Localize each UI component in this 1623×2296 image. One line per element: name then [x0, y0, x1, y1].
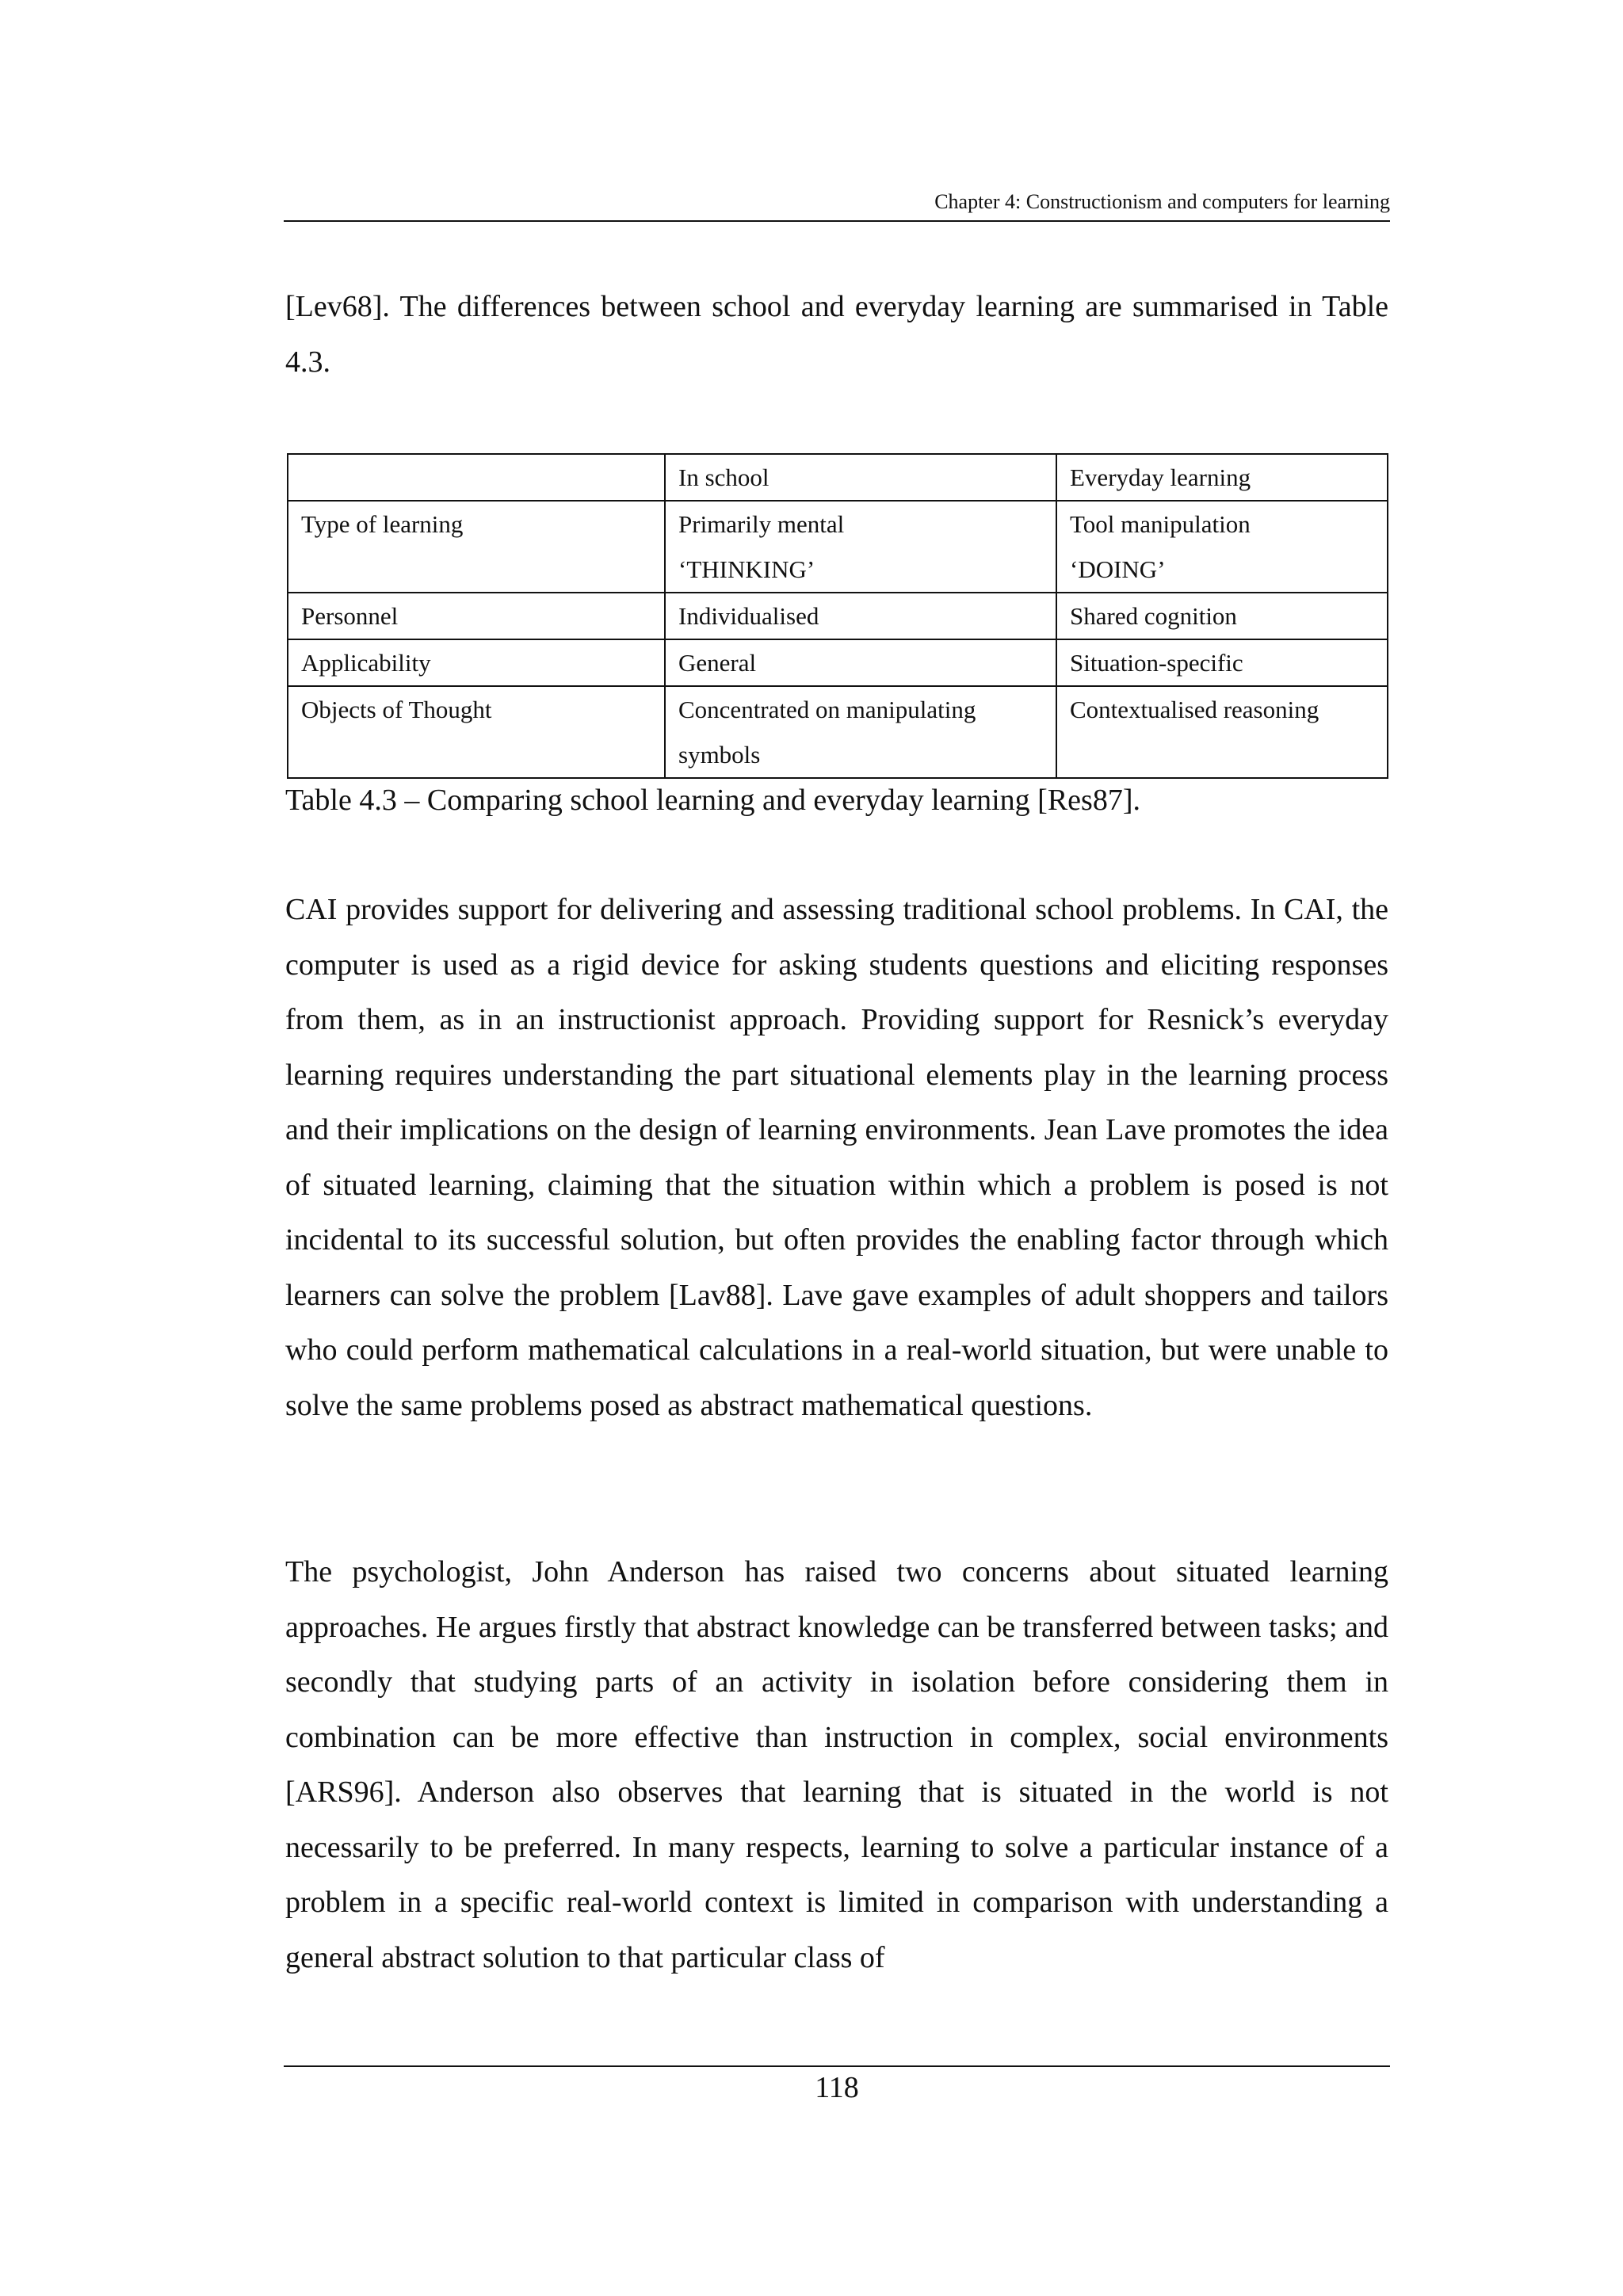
- running-header: Chapter 4: Constructionism and computers for learning: [934, 190, 1390, 213]
- paragraph-anderson: The psychologist, John Anderson has raised two concerns about situated learning approaches. He argues firstly that abstract knowledge can be transferred between tasks; and secondly that studying parts of an activity in isolation before considering them in combination can be more effective than instruction in complex, social environments [ARS96]. Anderson also observes that learning that is situated in the world is not necessarily to be preferred. In many respects, learning to solve a particular instance of a problem in a specific real-world context is limited in comparison with understanding a general abstract solution to that particular class of: [285, 1555, 1388, 1974]
- row-label: Objects of Thought: [288, 686, 665, 778]
- row-label: Applicability: [288, 639, 665, 686]
- table-row: [288, 686, 1388, 778]
- table-caption: Table 4.3 – Comparing school learning and everyday learning [Res87].: [285, 784, 1140, 817]
- header-rule: [284, 220, 1390, 222]
- school-cell: [665, 686, 1056, 778]
- school-cell: [665, 639, 1056, 686]
- page-number: 118: [815, 2071, 859, 2104]
- table-row: [288, 639, 1388, 686]
- cell-line: Contextualised reasoning: [1070, 696, 1319, 723]
- cell-line: Tool manipulation: [1070, 510, 1251, 538]
- cell-line: Primarily mental: [678, 510, 845, 538]
- table-row: [288, 593, 1388, 639]
- everyday-cell: [1056, 639, 1388, 686]
- comparison-table: [287, 453, 1388, 779]
- table-header-everyday: Everyday learning: [1056, 454, 1388, 501]
- paragraph-cai: CAI provides support for delivering and assessing traditional school problems. In CAI, the computer is used as a rigid device for asking students questions and eliciting responses from them, as in an instructionist approach. Providing support for Resnick’s everyday learning requires understanding the part situational elements play in the learning process and their implications on the design of learning environments. Jean Lave promotes the idea of situated learning, claiming that the situation within which a problem is posed is not incidental to its successful solution, but often provides the enabling factor through which learners can solve the problem [Lav88]. Lave gave examples of adult shoppers and tailors who could perform mathematical calculations in a real-world situation, but were unable to solve the same problems posed as abstract mathematical questions.: [285, 893, 1388, 1422]
- table-header-blank-cell: [288, 454, 665, 501]
- footer-rule: [284, 2065, 1390, 2067]
- everyday-cell: [1056, 593, 1388, 639]
- cell-line: ‘THINKING’: [678, 555, 815, 583]
- school-cell: [665, 593, 1056, 639]
- cell-line: symbols: [678, 741, 761, 769]
- cell-line: Concentrated on manipulating: [678, 696, 976, 723]
- everyday-cell: [1056, 686, 1388, 778]
- paragraph-intro: [Lev68]. The differences between school and everyday learning are summarised in Table 4.3.: [285, 290, 1388, 379]
- row-label: Type of learning: [288, 501, 665, 593]
- cell-line: Individualised: [678, 602, 819, 630]
- cell-line: ‘DOING’: [1070, 555, 1166, 583]
- row-label: Personnel: [288, 593, 665, 639]
- cell-line: Shared cognition: [1070, 602, 1237, 630]
- table-header-school: In school: [665, 454, 1056, 501]
- table-header-row: [288, 454, 1388, 501]
- comparison-table-container: [287, 453, 1387, 779]
- cell-line: General: [678, 649, 757, 677]
- table-row: [288, 501, 1388, 593]
- everyday-cell: [1056, 501, 1388, 593]
- cell-line: Situation-specific: [1070, 649, 1243, 677]
- school-cell: [665, 501, 1056, 593]
